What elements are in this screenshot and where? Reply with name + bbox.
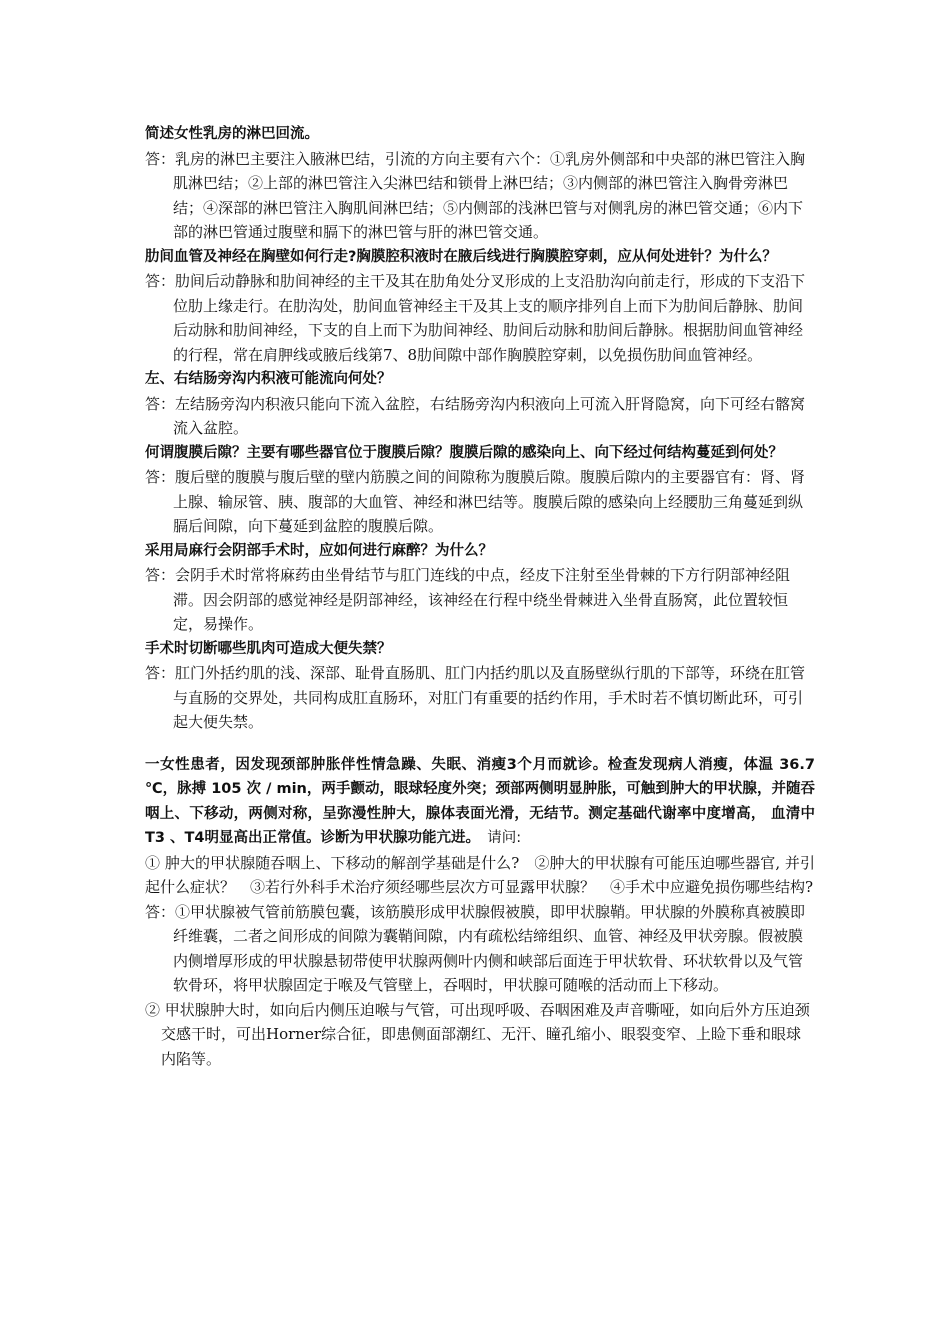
answer-3: 答：左结肠旁沟内积液只能向下流入盆腔，右结肠旁沟内积液向上可流入肝肾隐窝，向下可经右髂窝流入盆腔。: [145, 394, 806, 437]
question-6: 手术时切断哪些肌肉可造成大便失禁？: [145, 640, 392, 657]
document-page: [145, 122, 815, 1071]
case-ask: 请问:: [472, 830, 522, 846]
question-3: 左、右结肠旁沟内积液可能流向何处？: [145, 371, 392, 387]
question-5: 采用局麻行会阴部手术时，应如何进行麻醉？为什么？: [145, 542, 493, 559]
question-2: 肋间血管及神经在胸壁如何行走?胸膜腔积液时在腋后线进行胸膜腔穿刺，应从何处进针？为什么？: [145, 248, 777, 265]
case-answer-1: 答：①甲状腺被气管前筋膜包囊，该筋膜形成甲状腺假被膜，即甲状腺鞘。甲状腺的外膜称真被膜即纤维囊，二者之间形成的间隙为囊鞘间隙，内有疏松结缔组织、血管、神经及甲状旁腺。假被膜内侧增厚形成的甲状腺悬韧带使甲状腺两侧叶内侧和峡部后面连于甲状软骨、环状软骨以及气管软骨环，将甲状腺固定于喉及气管壁上，吞咽时，甲状腺可随喉的活动而上下移动。: [145, 902, 806, 994]
answer-1: 答：乳房的淋巴主要注入腋淋巴结，引流的方向主要有六个：①乳房外侧部和中央部的淋巴管注入胸肌淋巴结；②上部的淋巴管注入尖淋巴结和锁骨上淋巴结；③内侧部的淋巴管注入胸骨旁淋巴结；④深部的淋巴管注入胸肌间淋巴结；⑤内侧部的浅淋巴管与对侧乳房的淋巴管交通；⑥内下部的淋巴管通过腹壁和膈下的淋巴管与肝的淋巴管交通。: [145, 149, 806, 241]
answer-2: 答：肋间后动静脉和肋间神经的主干及其在肋角处分叉形成的上支沿肋沟向前走行，形成的下支沿下位肋上缘走行。在肋沟处，肋间血管神经主干及其上支的顺序排列自上而下为肋间后静脉、肋间后动脉和肋间神经，下支的自上而下为肋间神经、肋间后动脉和肋间后静脉。根据肋间血管神经的行程，常在肩胛线或腋后线第7、8肋间隙中部作胸膜腔穿刺，以免损伤肋间血管神经。: [145, 272, 806, 364]
case-description: [145, 753, 815, 851]
answer-5: 答：会阴手术时常将麻药由坐骨结节与肛门连线的中点，经皮下注射至坐骨棘的下方行阴部神经阻滞。因会阴部的感觉神经是阴部神经，该神经在行程中绕坐骨棘进入坐骨直肠窝，此位置较恒定，易操作。: [145, 566, 791, 633]
case-questions: ① 肿大的甲状腺随吞咽上、下移动的解剖学基础是什么? ②肿大的甲状腺有可能压迫哪些器官, 并引起什么症状？ ③若行外科手术治疗须经哪些层次方可显露甲状腺？ ④手术中应避免损伤哪些结构?: [145, 853, 815, 896]
answer-6: 答：肛门外括约肌的浅、深部、耻骨直肠肌、肛门内括约肌以及直肠壁纵行肌的下部等，环绕在肛管与直肠的交界处，共同构成肛直肠环，对肛门有重要的括约作用，手术时若不慎切断此环，可引起大便失禁。: [145, 664, 806, 731]
question-1: 简述女性乳房的淋巴回流。: [145, 126, 319, 142]
case-answer-2: ② 甲状腺肿大时，如向后内侧压迫喉与气管，可出现呼吸、吞咽困难及声音嘶哑，如向后外方压迫颈交感干时，可出Horner综合征，即患侧面部潮红、无汗、瞳孔缩小、眼裂变窄、上睑下垂和眼球内陷等。: [145, 1000, 810, 1068]
case-text: 一女性患者，因发现颈部肿胀伴性情急躁、失眠、消瘦3个月而就诊。检查发现病人消瘦，体温 36.7 ℃，脉搏 105 次 / min，两手颤动，眼球轻度外突；颈部两侧明显肿胀，可触到肿大的甲状腺，并随吞咽上、下移动，两侧对称，呈弥漫性肿大，腺体表面光滑，无结节。测定基础代谢率中度增高， 血清中 T3 、T4明显高出正常值。诊断为甲状腺功能亢进。: [145, 756, 815, 846]
question-4: 何谓腹膜后隙？主要有哪些器官位于腹膜后隙？腹膜后隙的感染向上、向下经过何结构蔓延到何处？: [145, 444, 783, 461]
answer-4: 答：腹后壁的腹膜与腹后壁的壁内筋膜之间的间隙称为腹膜后隙。腹膜后隙内的主要器官有：肾、肾上腺、输尿管、胰、腹部的大血管、神经和淋巴结等。腹膜后隙的感染向上经腰肋三角蔓延到纵膈后间隙，向下蔓延到盆腔的腹膜后隙。: [145, 468, 806, 535]
